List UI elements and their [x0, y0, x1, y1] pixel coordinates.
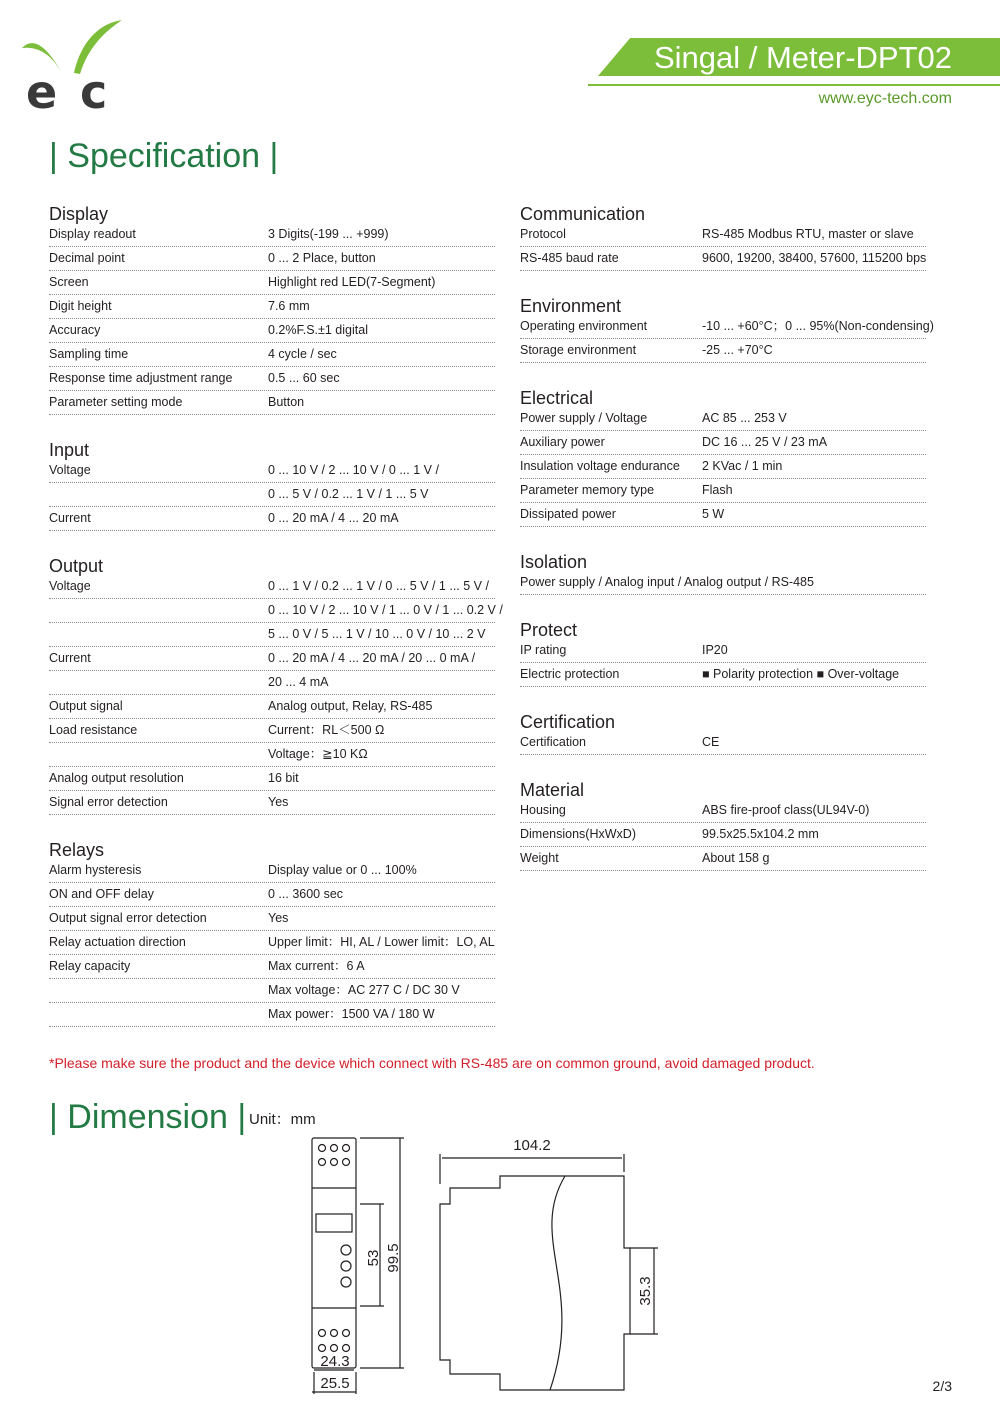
spec-value: AC 85 ... 253 V [702, 411, 787, 425]
group-title-display: Display [49, 204, 109, 224]
spec-value: 0 ... 20 mA / 4 ... 20 mA [268, 511, 399, 525]
group-title-electrical: Electrical [520, 388, 594, 408]
spec-key: Storage environment [520, 343, 637, 357]
spec-key: Certification [520, 735, 586, 749]
group-title-environment: Environment [520, 296, 622, 316]
spec-row [49, 483, 495, 507]
spec-row [49, 743, 495, 767]
spec-key: Display readout [49, 227, 136, 241]
spec-row [49, 647, 495, 671]
spec-value: DC 16 ... 25 V / 23 mA [702, 435, 828, 449]
spec-row [49, 671, 495, 695]
spec-key: Power supply / Analog input / Analog output / RS-485 [520, 575, 814, 589]
spec-row [49, 367, 495, 391]
spec-row [49, 955, 495, 979]
spec-row [49, 719, 495, 743]
spec-row [520, 823, 926, 847]
spec-value: Max voltage：AC 277 C / DC 30 V [268, 983, 460, 997]
spec-key: Housing [520, 803, 566, 817]
spec-value: 99.5x25.5x104.2 mm [702, 827, 819, 841]
spec-value: Flash [702, 483, 733, 497]
spec-value: 5 W [702, 507, 725, 521]
spec-value: 4 cycle / sec [268, 347, 337, 361]
spec-value: Voltage：≧10 KΩ [268, 747, 368, 761]
group-title-communication: Communication [520, 204, 646, 224]
spec-value: Highlight red LED(7-Segment) [268, 275, 436, 289]
spec-value: Analog output, Relay, RS-485 [268, 699, 433, 713]
svg-text:e: e [26, 65, 58, 113]
spec-value: Current：RL＜500 Ω [268, 723, 385, 737]
spec-row [49, 319, 495, 343]
spec-key: Response time adjustment range [49, 371, 233, 385]
spec-key: IP rating [520, 643, 567, 657]
spec-row [520, 479, 926, 503]
spec-value: 0 ... 3600 sec [268, 887, 344, 901]
spec-row [49, 791, 495, 815]
svg-text:c: c [80, 65, 108, 113]
spec-row [520, 503, 926, 527]
dim-w1-label: 24.3 [320, 1353, 350, 1370]
spec-value: Yes [268, 911, 289, 925]
spec-key: Digit height [49, 299, 112, 313]
spec-value: Max power：1500 VA / 180 W [268, 1007, 435, 1021]
spec-value: IP20 [702, 643, 728, 657]
spec-row [520, 571, 926, 595]
spec-row [49, 507, 495, 531]
spec-key: Dimensions(HxWxD) [520, 827, 636, 841]
spec-row [520, 847, 926, 871]
spec-key: Analog output resolution [49, 771, 184, 785]
spec-row [520, 731, 926, 755]
spec-row [520, 663, 926, 687]
spec-row [520, 247, 926, 271]
spec-value: 9600, 19200, 38400, 57600, 115200 bps [702, 251, 927, 265]
spec-value: -10 ... +60°C；0 ... 95%(Non-condensing) [702, 319, 934, 333]
spec-key: ON and OFF delay [49, 887, 154, 901]
spec-key: Decimal point [49, 251, 125, 265]
spec-key: Parameter setting mode [49, 395, 183, 409]
specification-heading: | Specification | [49, 137, 279, 175]
spec-row [49, 907, 495, 931]
spec-value: 0 ... 10 V / 2 ... 10 V / 0 ... 1 V / [268, 463, 439, 477]
spec-key: Output signal error detection [49, 911, 207, 925]
spec-key: Protocol [520, 227, 566, 241]
page-number: 2/3 [932, 1378, 952, 1394]
group-title-input: Input [49, 440, 90, 460]
spec-value: ■ Polarity protection ■ Over-voltage [702, 667, 900, 681]
spec-value: 20 ... 4 mA [268, 675, 329, 689]
spec-row [49, 1003, 495, 1027]
eyc-logo [22, 18, 132, 113]
spec-value: ABS fire-proof class(UL94V-0) [702, 803, 870, 817]
spec-value: 7.6 mm [268, 299, 310, 313]
group-title-protect: Protect [520, 620, 578, 640]
spec-row [49, 271, 495, 295]
spec-key: Insulation voltage endurance [520, 459, 680, 473]
spec-value: 2 KVac / 1 min [702, 459, 783, 473]
spec-value: 0 ... 20 mA / 4 ... 20 mA / 20 ... 0 mA / [268, 651, 476, 665]
spec-key: Screen [49, 275, 89, 289]
header-divider [588, 84, 1000, 86]
dim-inner-label: 53 [365, 1249, 382, 1267]
spec-key: Relay actuation direction [49, 935, 186, 949]
spec-value: RS-485 Modbus RTU, master or slave [702, 227, 914, 241]
spec-row [520, 407, 926, 431]
spec-row [520, 455, 926, 479]
spec-key: Parameter memory type [520, 483, 655, 497]
spec-key: Auxiliary power [520, 435, 605, 449]
spec-key: Dissipated power [520, 507, 616, 521]
product-title: Singal / Meter-DPT02 [653, 40, 952, 75]
spec-value: Yes [268, 795, 289, 809]
spec-key: Sampling time [49, 347, 129, 361]
spec-key: Output signal [49, 699, 123, 713]
spec-row [49, 223, 495, 247]
spec-key: Signal error detection [49, 795, 168, 809]
spec-key: Alarm hysteresis [49, 863, 142, 877]
spec-key: Load resistance [49, 723, 138, 737]
spec-key: Voltage [49, 579, 91, 593]
spec-key: Accuracy [49, 323, 101, 337]
dimension-drawing [300, 1128, 680, 1398]
dimension-heading: | Dimension | [49, 1098, 247, 1136]
dim-w2-label: 25.5 [320, 1375, 350, 1392]
spec-row [49, 931, 495, 955]
dim-depth-label: 104.2 [513, 1137, 551, 1154]
spec-row [520, 315, 934, 339]
spec-key: Weight [520, 851, 559, 865]
spec-value: Button [268, 395, 305, 409]
spec-row [49, 247, 495, 271]
spec-row [49, 767, 495, 791]
spec-value: Max current：6 A [268, 959, 365, 973]
group-title-relays: Relays [49, 840, 105, 860]
spec-row [49, 859, 495, 883]
spec-value: -25 ... +70°C [702, 343, 773, 357]
spec-row [520, 223, 926, 247]
spec-key: RS-485 baud rate [520, 251, 619, 265]
website-url[interactable]: www.eyc-tech.com [818, 90, 952, 107]
spec-value: 0 ... 1 V / 0.2 ... 1 V / 0 ... 5 V / 1 ... 5 V / [268, 579, 489, 593]
spec-row [49, 599, 503, 623]
spec-key: Current [49, 651, 91, 665]
spec-row [49, 343, 495, 367]
spec-value: 5 ... 0 V / 5 ... 1 V / 10 ... 0 V / 10 ... 2 V [268, 627, 486, 641]
spec-value: 0 ... 2 Place, button [268, 251, 376, 265]
spec-value: 0.5 ... 60 sec [268, 371, 340, 385]
rs485-note: *Please make sure the product and the device which connect with RS-485 are on common ground, avoid damaged product. [49, 1055, 815, 1071]
spec-value: About 158 g [702, 851, 770, 865]
spec-value: 0.2%F.S.±1 digital [268, 323, 368, 337]
spec-key: Operating environment [520, 319, 648, 333]
group-title-certification: Certification [520, 712, 616, 732]
spec-row [520, 339, 926, 363]
spec-key: Current [49, 511, 91, 525]
spec-value: Upper limit：HI, AL / Lower limit：LO, AL [268, 935, 495, 949]
spec-row [49, 695, 495, 719]
spec-value: 16 bit [268, 771, 299, 785]
spec-row [49, 575, 495, 599]
spec-value: 0 ... 5 V / 0.2 ... 1 V / 1 ... 5 V [268, 487, 429, 501]
spec-key: Power supply / Voltage [520, 411, 648, 425]
spec-value: 0 ... 10 V / 2 ... 10 V / 1 ... 0 V / 1 ... 0.2 V / [268, 603, 503, 617]
spec-row [520, 799, 926, 823]
spec-value: 3 Digits(-199 ... +999) [268, 227, 389, 241]
spec-value: Display value or 0 ... 100% [268, 863, 417, 877]
spec-value: CE [702, 735, 720, 749]
spec-key: Electric protection [520, 667, 620, 681]
dim-rail-label: 35.3 [637, 1276, 654, 1306]
spec-key: Relay capacity [49, 959, 131, 973]
spec-row [49, 883, 495, 907]
spec-row [49, 623, 495, 647]
spec-key: Voltage [49, 463, 91, 477]
spec-row [520, 431, 926, 455]
spec-row [49, 979, 495, 1003]
group-title-material: Material [520, 780, 585, 800]
dim-height-label: 99.5 [385, 1243, 402, 1273]
group-title-isolation: Isolation [520, 552, 588, 572]
spec-row [49, 391, 495, 415]
spec-row [520, 639, 926, 663]
group-title-output: Output [49, 556, 104, 576]
spec-row [49, 459, 495, 483]
unit-label: Unit：mm [249, 1111, 316, 1128]
spec-row [49, 295, 495, 319]
